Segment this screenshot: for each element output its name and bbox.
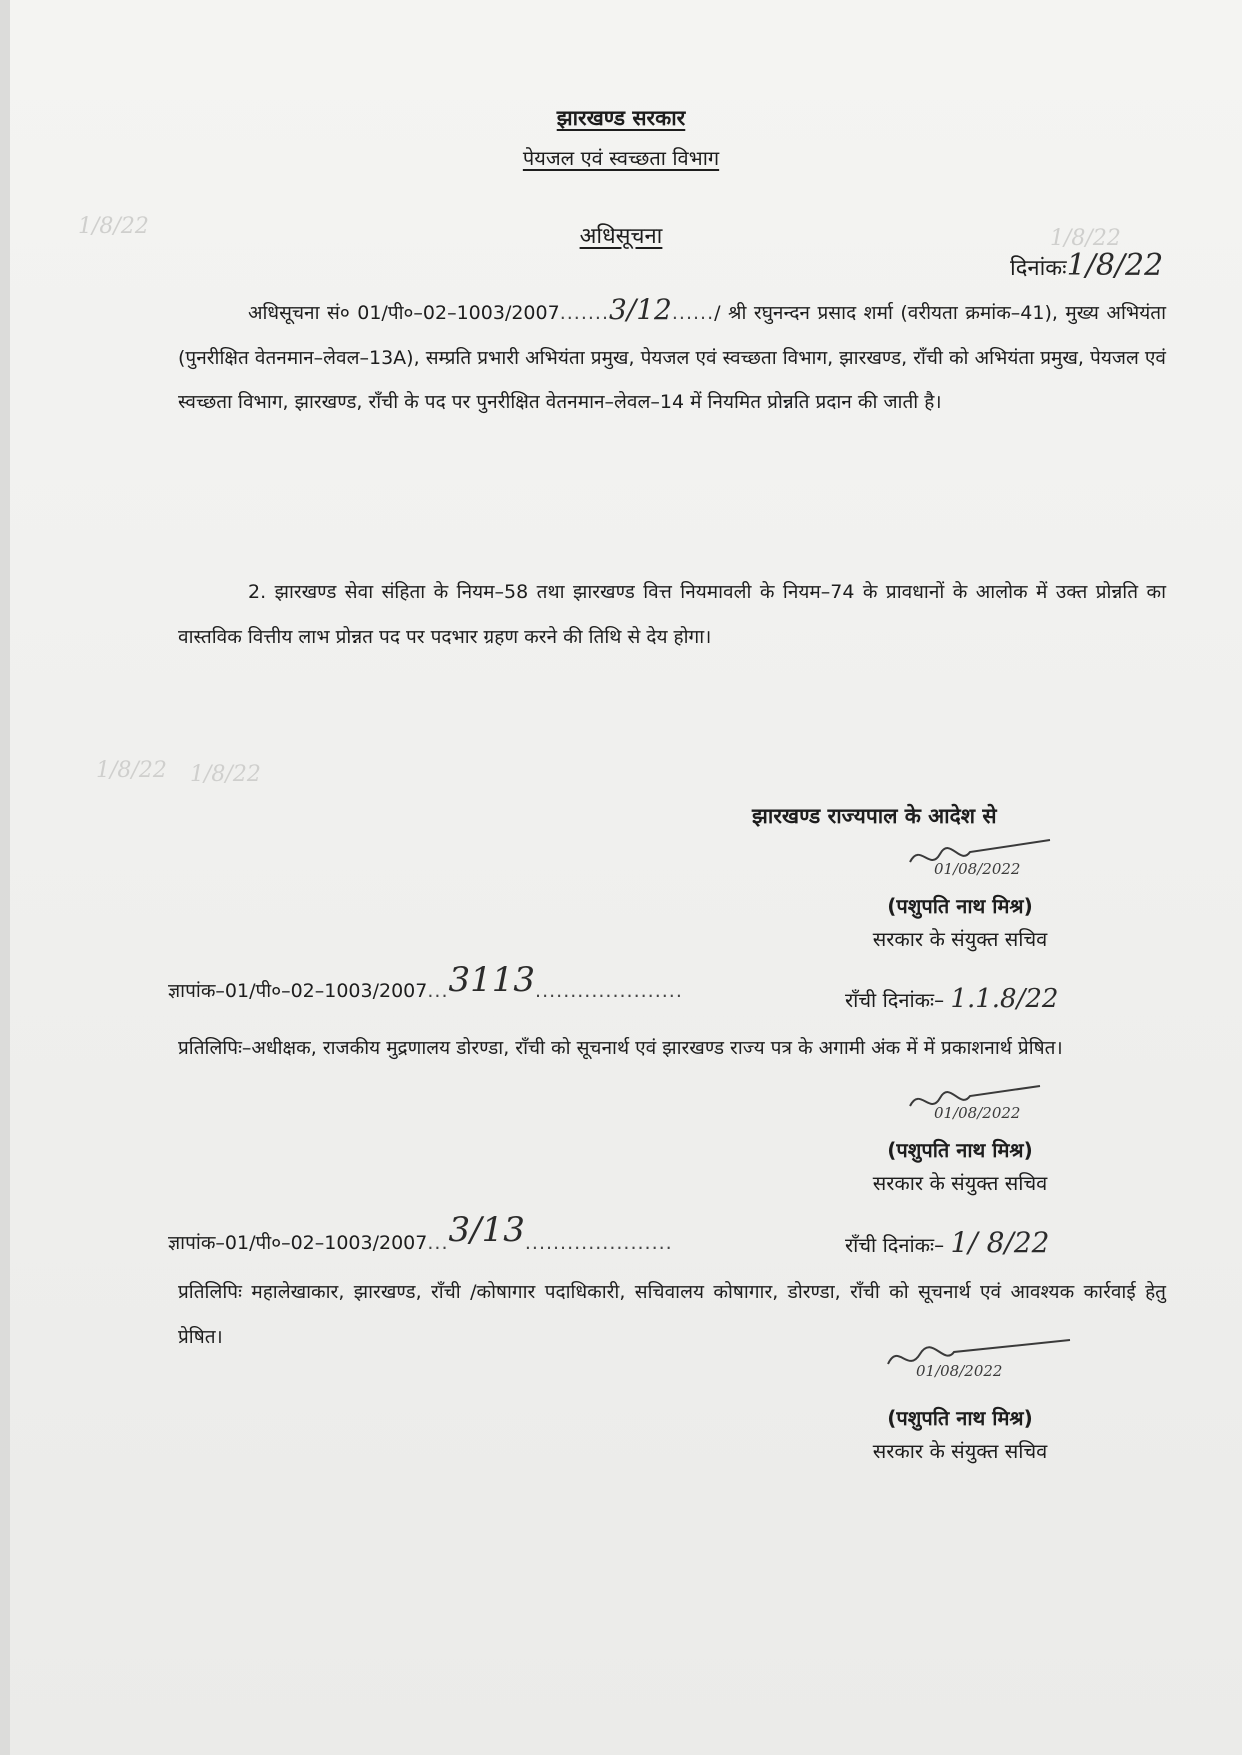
scan-edge [0, 0, 10, 1755]
signature-2 [900, 1076, 1070, 1126]
signatory-name-1: (पशुपति नाथ मिश्र) [887, 894, 1033, 918]
margin-mark-top-left: 1/8/22 [78, 214, 149, 239]
government-heading: झारखण्ड सरकार [556, 106, 686, 130]
signatory-designation-2: सरकार के संयुक्त सचिव [872, 1171, 1048, 1195]
date-value: 1/8/22 [1066, 248, 1164, 283]
memo-1-place-date [845, 984, 1058, 1014]
notification-prefix: अधिसूचना सं० 01/पी०–02–1003/2007 [248, 302, 560, 324]
memo-1-number: 3113 [448, 960, 536, 1000]
provision-paragraph: 2. झारखण्ड सेवा संहिता के नियम–58 तथा झारखण्ड वित्त नियमावली के नियम–74 के प्रावधानों के आलोक में उक्त प्रोन्नति का वास्तविक वित्तीय लाभ प्रोन्नत पद पर पदभार ग्रहण करने की तिथि से देय होगा। [178, 581, 1166, 648]
signatory-designation-3: सरकार के संयुक्त सचिव [872, 1439, 1048, 1463]
memo-2-number-line: ज्ञापांक–01/पी०–02–1003/2007...3/13..................... [168, 1210, 673, 1254]
memo-2-place-date [845, 1226, 1049, 1259]
memo-1-place-date-label: राँची दिनांकः– [845, 988, 945, 1012]
memo-1-prefix: ज्ञापांक–01/पी०–02–1003/2007 [168, 980, 428, 1002]
memo-1-number-line: ज्ञापांक–01/पी०–02–1003/2007...3113..................... [168, 960, 683, 1002]
signature-1 [900, 832, 1070, 882]
margin-mark-mid-left: 1/8/22 [96, 758, 167, 783]
notice-title: अधिसूचना [579, 224, 663, 249]
date-line [1010, 248, 1163, 283]
notification-body: श्री रघुनन्दन प्रसाद शर्मा (वरीयता क्रमांक–41), मुख्य अभियंता (पुनरीक्षित वेतनमान–लेवल–13A), सम्प्रति प्रभारी अभियंता प्रमुख, पेयजल एवं स्वच्छता विभाग, झारखण्ड, राँची को अभियंता प्रमुख, पेयजल एवं स्वच्छता विभाग, झारखण्ड, राँची के पद पर पुनरीक्षित वेतनमान–लेवल–14 में नियमित प्रोन्नति प्रदान की जाती है। [178, 302, 1166, 413]
memo-2-place-date-value: 1/ 8/22 [950, 1226, 1050, 1259]
memo-1-copy-text: प्रतिलिपिः–अधीक्षक, राजकीय मुद्रणालय डोरण्डा, राँची को सूचनार्थ एवं झारखण्ड राज्य पत्र के अगामी अंक में में प्रकाशनार्थ प्रेषित। [178, 1037, 1063, 1059]
signature-2-date: 01/08/2022 [934, 1104, 1021, 1122]
signature-1-date: 01/08/2022 [934, 860, 1021, 878]
memo-2-prefix: ज्ञापांक–01/पी०–02–1003/2007 [168, 1232, 428, 1254]
by-order-line: झारखण्ड राज्यपाल के आदेश से [752, 804, 997, 828]
department-heading: पेयजल एवं स्वच्छता विभाग [522, 146, 720, 170]
margin-mark-top-right: 1/8/22 [1050, 226, 1121, 251]
memo-2-place-date-label: राँची दिनांकः– [845, 1233, 945, 1257]
margin-mark-mid-right: 1/8/22 [190, 762, 261, 787]
date-label: दिनांकः [1010, 256, 1067, 281]
signatory-designation-1: सरकार के संयुक्त सचिव [872, 927, 1048, 951]
notification-number: 3/12 [608, 293, 672, 326]
memo-1-place-date-value: 1.1.8/22 [950, 984, 1059, 1014]
notification-paragraph: अधिसूचना सं० 01/पी०–02–1003/2007.......3/12....../ श्री रघुनन्दन प्रसाद शर्मा (वरीयता क्रमांक–41), मुख्य अभियंता (पुनरीक्षित वेतनमान–लेवल–13A), सम्प्रति प्रभारी अभियंता प्रमुख, पेयजल एवं स्वच्छता विभाग, झारखण्ड, राँची को अभियंता प्रमुख, पेयजल एवं स्वच्छता विभाग, झारखण्ड, राँची के पद पर पुनरीक्षित वेतनमान–लेवल–14 में नियमित प्रोन्नति प्रदान की जाती है। [178, 293, 1166, 413]
signature-3 [880, 1330, 1080, 1386]
memo-2-number: 3/13 [448, 1210, 525, 1250]
signatory-block-2 [830, 1136, 1090, 1196]
signatory-block-3 [830, 1404, 1090, 1464]
signatory-block-1 [830, 892, 1090, 952]
memo-2-copy-text: प्रतिलिपिः महालेखाकार, झारखण्ड, राँची /कोषागार पदाधिकारी, सचिवालय कोषागार, डोरण्डा, राँची को सूचनार्थ एवं आवश्यक कार्रवाई हेतु प्रेषित। [178, 1281, 1166, 1348]
signatory-name-3: (पशुपति नाथ मिश्र) [887, 1406, 1033, 1430]
signature-3-date: 01/08/2022 [916, 1362, 1003, 1380]
signatory-name-2: (पशुपति नाथ मिश्र) [887, 1138, 1033, 1162]
